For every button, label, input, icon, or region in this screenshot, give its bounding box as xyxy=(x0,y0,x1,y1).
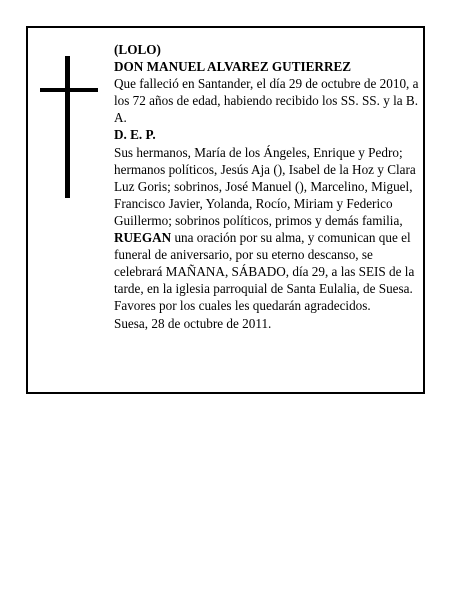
funeral-request xyxy=(114,229,424,314)
dep-line: D. E. P. xyxy=(114,127,156,143)
nickname: (LOLO) xyxy=(114,42,161,57)
cross-horizontal-bar xyxy=(40,88,98,92)
cross-vertical-bar xyxy=(65,56,70,198)
deceased-name: DON MANUEL ALVAREZ GUTIERREZ xyxy=(114,59,352,75)
place-date: Suesa, 28 de octubre de 2011. xyxy=(114,315,272,331)
cross-icon xyxy=(40,56,98,198)
obituary-notice xyxy=(26,26,425,394)
death-details: Que falleció en Santander, el día 29 de octubre de 2010, a los 72 años de edad, habiendo recibido los SS. SS. y la B. A. xyxy=(114,76,419,126)
notice-text xyxy=(114,41,424,332)
request-body: una oración por su alma, y comunican que el funeral de aniversario, por su eterno descanso, se celebrará MAÑANA, SÁBADO, día 29, a las SEIS de la tarde, en la iglesia parroquial de Santa Eulalia, de Suesa. Favores por los cuales les quedarán agradecidos. xyxy=(114,230,415,314)
request-lead: RUEGAN xyxy=(114,230,172,246)
family-list: Sus hermanos, María de los Ángeles, Enrique y Pedro; hermanos políticos, Jesús Aja (), Isabel de la Hoz y Clara Luz Goris; sobrinos, José Manuel (), Marcelino, Miguel, Francisco Javier, Yolanda, Rocío, Miriam y Federico Guillermo; sobrinos políticos, primos y demás familia, xyxy=(114,144,416,228)
